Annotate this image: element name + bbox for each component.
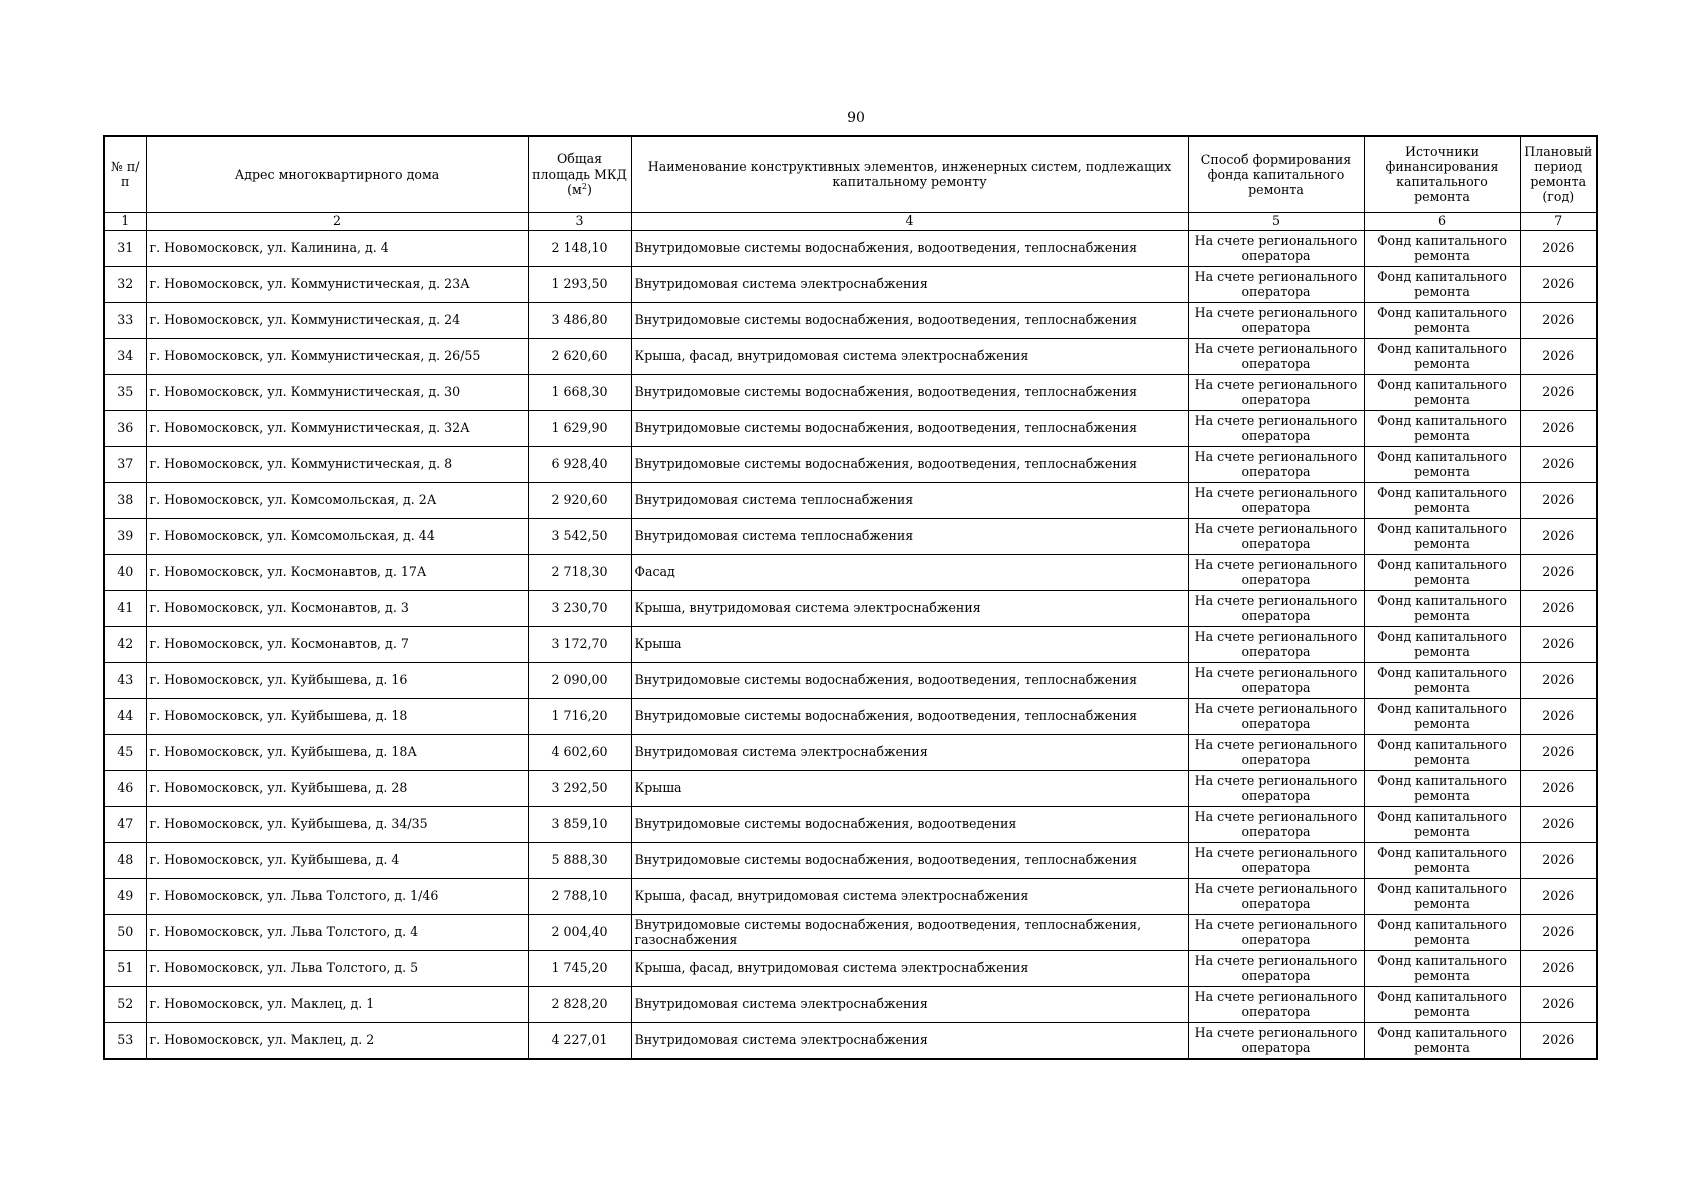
address-cell: г. Новомосковск, ул. Коммунистическая, д. 30 [146, 374, 528, 410]
elements-cell: Внутридомовая система электроснабжения [631, 266, 1188, 302]
address-cell: г. Новомосковск, ул. Куйбышева, д. 16 [146, 662, 528, 698]
row-number: 44 [104, 698, 146, 734]
header-address: Адрес многоквартирного дома [146, 136, 528, 212]
table-row [104, 626, 1597, 662]
table-row [104, 878, 1597, 914]
address-cell: г. Новомосковск, ул. Космонавтов, д. 17А [146, 554, 528, 590]
method-cell: На счете регионального оператора [1188, 734, 1364, 770]
year-cell: 2026 [1520, 770, 1597, 806]
elements-cell: Внутридомовая система электроснабжения [631, 986, 1188, 1022]
page-number: 90 [847, 110, 865, 126]
source-cell: Фонд капитального ремонта [1364, 518, 1520, 554]
method-cell: На счете регионального оператора [1188, 338, 1364, 374]
source-cell: Фонд капитального ремонта [1364, 842, 1520, 878]
column-number: 4 [631, 212, 1188, 230]
table-row [104, 806, 1597, 842]
method-cell: На счете регионального оператора [1188, 410, 1364, 446]
column-number: 2 [146, 212, 528, 230]
year-cell: 2026 [1520, 806, 1597, 842]
method-cell: На счете регионального оператора [1188, 446, 1364, 482]
source-cell: Фонд капитального ремонта [1364, 1022, 1520, 1059]
address-cell: г. Новомосковск, ул. Коммунистическая, д. 8 [146, 446, 528, 482]
header-source: Источники финансирования капитального ремонта [1364, 136, 1520, 212]
header-area [528, 136, 631, 212]
area-cell: 1 668,30 [528, 374, 631, 410]
area-cell: 3 172,70 [528, 626, 631, 662]
table-row [104, 482, 1597, 518]
row-number: 38 [104, 482, 146, 518]
source-cell: Фонд капитального ремонта [1364, 986, 1520, 1022]
header-area-close: ) [586, 181, 592, 197]
row-number: 39 [104, 518, 146, 554]
row-number: 46 [104, 770, 146, 806]
year-cell: 2026 [1520, 1022, 1597, 1059]
row-number: 53 [104, 1022, 146, 1059]
year-cell: 2026 [1520, 878, 1597, 914]
row-number: 36 [104, 410, 146, 446]
year-cell: 2026 [1520, 698, 1597, 734]
source-cell: Фонд капитального ремонта [1364, 482, 1520, 518]
row-number: 34 [104, 338, 146, 374]
elements-cell: Внутридомовые системы водоснабжения, водоотведения [631, 806, 1188, 842]
elements-cell: Внутридомовые системы водоснабжения, водоотведения, теплоснабжения [631, 842, 1188, 878]
year-cell: 2026 [1520, 482, 1597, 518]
area-cell: 3 859,10 [528, 806, 631, 842]
area-cell: 2 828,20 [528, 986, 631, 1022]
column-number: 6 [1364, 212, 1520, 230]
address-cell: г. Новомосковск, ул. Льва Толстого, д. 4 [146, 914, 528, 950]
elements-cell: Фасад [631, 554, 1188, 590]
address-cell: г. Новомосковск, ул. Коммунистическая, д. 24 [146, 302, 528, 338]
address-cell: г. Новомосковск, ул. Коммунистическая, д. 23А [146, 266, 528, 302]
elements-cell: Внутридомовые системы водоснабжения, водоотведения, теплоснабжения [631, 302, 1188, 338]
elements-cell: Внутридомовая система электроснабжения [631, 734, 1188, 770]
area-cell: 4 602,60 [528, 734, 631, 770]
row-number: 40 [104, 554, 146, 590]
year-cell: 2026 [1520, 230, 1597, 266]
row-number: 43 [104, 662, 146, 698]
address-cell: г. Новомосковск, ул. Калинина, д. 4 [146, 230, 528, 266]
table-row [104, 734, 1597, 770]
year-cell: 2026 [1520, 950, 1597, 986]
method-cell: На счете регионального оператора [1188, 230, 1364, 266]
area-cell: 6 928,40 [528, 446, 631, 482]
column-number: 1 [104, 212, 146, 230]
row-number: 47 [104, 806, 146, 842]
source-cell: Фонд капитального ремонта [1364, 446, 1520, 482]
area-cell: 2 920,60 [528, 482, 631, 518]
area-cell: 3 486,80 [528, 302, 631, 338]
table-row [104, 590, 1597, 626]
elements-cell: Крыша [631, 626, 1188, 662]
source-cell: Фонд капитального ремонта [1364, 950, 1520, 986]
method-cell: На счете регионального оператора [1188, 374, 1364, 410]
area-cell: 2 620,60 [528, 338, 631, 374]
column-number: 3 [528, 212, 631, 230]
address-cell: г. Новомосковск, ул. Льва Толстого, д. 5 [146, 950, 528, 986]
elements-cell: Внутридомовые системы водоснабжения, водоотведения, теплоснабжения [631, 698, 1188, 734]
address-cell: г. Новомосковск, ул. Куйбышева, д. 18 [146, 698, 528, 734]
address-cell: г. Новомосковск, ул. Космонавтов, д. 7 [146, 626, 528, 662]
source-cell: Фонд капитального ремонта [1364, 410, 1520, 446]
year-cell: 2026 [1520, 266, 1597, 302]
method-cell: На счете регионального оператора [1188, 878, 1364, 914]
area-cell: 2 788,10 [528, 878, 631, 914]
row-number: 32 [104, 266, 146, 302]
row-number: 48 [104, 842, 146, 878]
table-row [104, 914, 1597, 950]
elements-cell: Внутридомовые системы водоснабжения, водоотведения, теплоснабжения [631, 410, 1188, 446]
table-row [104, 518, 1597, 554]
area-cell: 2 148,10 [528, 230, 631, 266]
year-cell: 2026 [1520, 518, 1597, 554]
source-cell: Фонд капитального ремонта [1364, 230, 1520, 266]
area-cell: 1 716,20 [528, 698, 631, 734]
source-cell: Фонд капитального ремонта [1364, 806, 1520, 842]
elements-cell: Крыша, фасад, внутридомовая система электроснабжения [631, 338, 1188, 374]
table-row [104, 446, 1597, 482]
area-cell: 2 004,40 [528, 914, 631, 950]
source-cell: Фонд капитального ремонта [1364, 662, 1520, 698]
year-cell: 2026 [1520, 338, 1597, 374]
source-cell: Фонд капитального ремонта [1364, 734, 1520, 770]
table-row [104, 1022, 1597, 1059]
address-cell: г. Новомосковск, ул. Коммунистическая, д. 32А [146, 410, 528, 446]
method-cell: На счете регионального оператора [1188, 914, 1364, 950]
table-row [104, 986, 1597, 1022]
source-cell: Фонд капитального ремонта [1364, 338, 1520, 374]
area-cell: 1 745,20 [528, 950, 631, 986]
method-cell: На счете регионального оператора [1188, 698, 1364, 734]
row-number: 31 [104, 230, 146, 266]
row-number: 35 [104, 374, 146, 410]
year-cell: 2026 [1520, 842, 1597, 878]
method-cell: На счете регионального оператора [1188, 482, 1364, 518]
method-cell: На счете регионального оператора [1188, 842, 1364, 878]
year-cell: 2026 [1520, 734, 1597, 770]
row-number: 49 [104, 878, 146, 914]
area-cell: 1 629,90 [528, 410, 631, 446]
year-cell: 2026 [1520, 662, 1597, 698]
elements-cell: Крыша [631, 770, 1188, 806]
address-cell: г. Новомосковск, ул. Куйбышева, д. 4 [146, 842, 528, 878]
row-number: 50 [104, 914, 146, 950]
table-row [104, 230, 1597, 266]
table-row [104, 374, 1597, 410]
method-cell: На счете регионального оператора [1188, 626, 1364, 662]
area-cell: 4 227,01 [528, 1022, 631, 1059]
row-number: 51 [104, 950, 146, 986]
address-cell: г. Новомосковск, ул. Комсомольская, д. 2А [146, 482, 528, 518]
method-cell: На счете регионального оператора [1188, 770, 1364, 806]
source-cell: Фонд капитального ремонта [1364, 914, 1520, 950]
address-cell: г. Новомосковск, ул. Льва Толстого, д. 1/46 [146, 878, 528, 914]
header-row [104, 136, 1597, 212]
header-num: № п/п [104, 136, 146, 212]
table-row [104, 266, 1597, 302]
source-cell: Фонд капитального ремонта [1364, 878, 1520, 914]
area-cell: 5 888,30 [528, 842, 631, 878]
year-cell: 2026 [1520, 302, 1597, 338]
header-area-sup: 2 [581, 181, 587, 191]
method-cell: На счете регионального оператора [1188, 518, 1364, 554]
table-row [104, 770, 1597, 806]
elements-cell: Внутридомовая система электроснабжения [631, 1022, 1188, 1059]
elements-cell: Внутридомовые системы водоснабжения, водоотведения, теплоснабжения [631, 374, 1188, 410]
row-number: 37 [104, 446, 146, 482]
source-cell: Фонд капитального ремонта [1364, 770, 1520, 806]
area-cell: 2 090,00 [528, 662, 631, 698]
area-cell: 1 293,50 [528, 266, 631, 302]
table-row [104, 950, 1597, 986]
elements-cell: Внутридомовые системы водоснабжения, водоотведения, теплоснабжения [631, 230, 1188, 266]
source-cell: Фонд капитального ремонта [1364, 554, 1520, 590]
elements-cell: Внутридомовая система теплоснабжения [631, 518, 1188, 554]
source-cell: Фонд капитального ремонта [1364, 626, 1520, 662]
repair-plan-table [103, 135, 1598, 1060]
year-cell: 2026 [1520, 986, 1597, 1022]
table-row [104, 662, 1597, 698]
row-number: 42 [104, 626, 146, 662]
row-number: 45 [104, 734, 146, 770]
method-cell: На счете регионального оператора [1188, 986, 1364, 1022]
table-row [104, 554, 1597, 590]
method-cell: На счете регионального оператора [1188, 1022, 1364, 1059]
elements-cell: Крыша, внутридомовая система электроснабжения [631, 590, 1188, 626]
source-cell: Фонд капитального ремонта [1364, 590, 1520, 626]
column-number: 7 [1520, 212, 1597, 230]
address-cell: г. Новомосковск, ул. Коммунистическая, д. 26/55 [146, 338, 528, 374]
address-cell: г. Новомосковск, ул. Космонавтов, д. 3 [146, 590, 528, 626]
method-cell: На счете регионального оператора [1188, 662, 1364, 698]
header-area-text: Общая площадь МКД (м [532, 151, 627, 197]
address-cell: г. Новомосковск, ул. Комсомольская, д. 44 [146, 518, 528, 554]
column-number: 5 [1188, 212, 1364, 230]
table-row [104, 338, 1597, 374]
area-cell: 2 718,30 [528, 554, 631, 590]
table-row [104, 842, 1597, 878]
header-elements: Наименование конструктивных элементов, инженерных систем, подлежащих капитальному ремонту [631, 136, 1188, 212]
table-row [104, 698, 1597, 734]
method-cell: На счете регионального оператора [1188, 266, 1364, 302]
year-cell: 2026 [1520, 590, 1597, 626]
year-cell: 2026 [1520, 446, 1597, 482]
elements-cell: Внутридомовые системы водоснабжения, водоотведения, теплоснабжения [631, 662, 1188, 698]
row-number: 41 [104, 590, 146, 626]
row-number: 33 [104, 302, 146, 338]
year-cell: 2026 [1520, 374, 1597, 410]
method-cell: На счете регионального оператора [1188, 554, 1364, 590]
address-cell: г. Новомосковск, ул. Куйбышева, д. 28 [146, 770, 528, 806]
method-cell: На счете регионального оператора [1188, 590, 1364, 626]
row-number: 52 [104, 986, 146, 1022]
address-cell: г. Новомосковск, ул. Маклец, д. 1 [146, 986, 528, 1022]
year-cell: 2026 [1520, 410, 1597, 446]
source-cell: Фонд капитального ремонта [1364, 698, 1520, 734]
elements-cell: Внутридомовые системы водоснабжения, водоотведения, теплоснабжения, газоснабжения [631, 914, 1188, 950]
table-row [104, 302, 1597, 338]
source-cell: Фонд капитального ремонта [1364, 302, 1520, 338]
method-cell: На счете регионального оператора [1188, 806, 1364, 842]
address-cell: г. Новомосковск, ул. Маклец, д. 2 [146, 1022, 528, 1059]
source-cell: Фонд капитального ремонта [1364, 374, 1520, 410]
address-cell: г. Новомосковск, ул. Куйбышева, д. 18А [146, 734, 528, 770]
header-method: Способ формирования фонда капитального ремонта [1188, 136, 1364, 212]
method-cell: На счете регионального оператора [1188, 950, 1364, 986]
elements-cell: Крыша, фасад, внутридомовая система электроснабжения [631, 878, 1188, 914]
header-period: Плановый период ремонта (год) [1520, 136, 1597, 212]
elements-cell: Крыша, фасад, внутридомовая система электроснабжения [631, 950, 1188, 986]
elements-cell: Внутридомовая система теплоснабжения [631, 482, 1188, 518]
source-cell: Фонд капитального ремонта [1364, 266, 1520, 302]
method-cell: На счете регионального оператора [1188, 302, 1364, 338]
area-cell: 3 230,70 [528, 590, 631, 626]
year-cell: 2026 [1520, 914, 1597, 950]
column-number-row [104, 212, 1597, 230]
table-row [104, 410, 1597, 446]
year-cell: 2026 [1520, 554, 1597, 590]
address-cell: г. Новомосковск, ул. Куйбышева, д. 34/35 [146, 806, 528, 842]
area-cell: 3 542,50 [528, 518, 631, 554]
year-cell: 2026 [1520, 626, 1597, 662]
area-cell: 3 292,50 [528, 770, 631, 806]
elements-cell: Внутридомовые системы водоснабжения, водоотведения, теплоснабжения [631, 446, 1188, 482]
